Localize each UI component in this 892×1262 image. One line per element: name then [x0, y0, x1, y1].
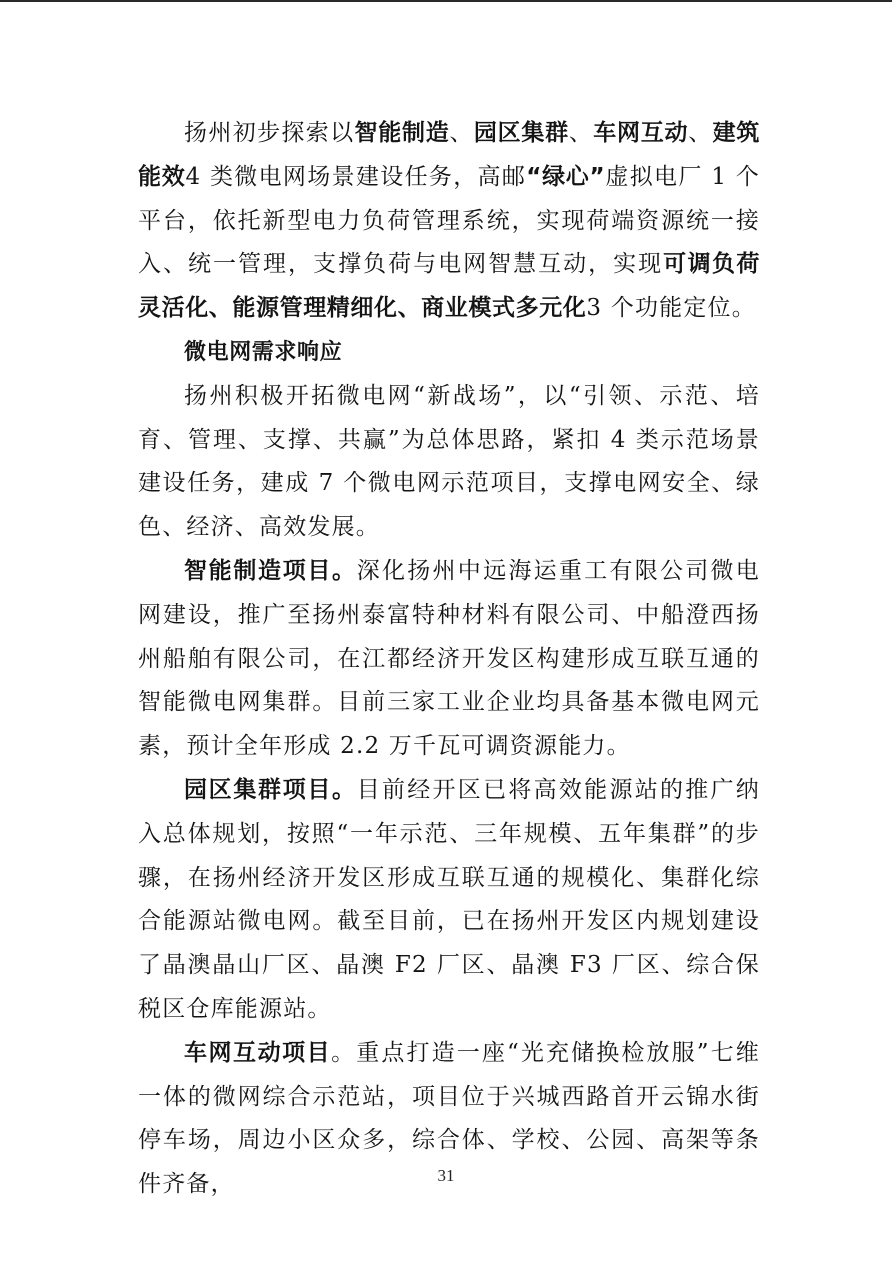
overview-paragraph: 扬州积极开拓微电网“新战场”，以“引领、示范、培育、管理、支撑、共赢”为总体思路，紧扣 4 类示范场景建设任务，建成 7 个微电网示范项目，支撑电网安全、绿色、经济、高效发展。: [138, 382, 760, 541]
text-run: 、: [688, 120, 713, 146]
bold-term: “绿心”: [526, 163, 606, 190]
paragraph-lead: 园区集群项目。: [184, 776, 357, 803]
text-run: 虚拟电厂 1 个平台，依托新型电力负荷管理系统，实现荷端资源统一接入、统一管理，支撑负荷与电网智慧互动，实现: [138, 163, 761, 278]
document-body: [138, 112, 760, 1207]
section-heading: 微电网需求响应: [184, 339, 343, 365]
text-run: 、: [568, 120, 594, 146]
text-run: 3 个功能定位。: [586, 295, 756, 322]
bold-term: 智能制造: [354, 120, 450, 146]
intro-paragraph: [138, 112, 760, 331]
bold-term: 可调负荷灵活化、能源管理精细化、商业模式多元化: [138, 251, 760, 322]
bold-term: 车网互动: [593, 120, 689, 146]
top-border-line: [0, 0, 892, 2]
bold-term: 建筑能效: [138, 120, 761, 190]
paragraph-body: 。重点打造一座“光充储换检放服”七维一体的微网综合示范站，项目位于兴城西路首开云锦水街停车场，周边小区众多，综合体、学校、公园、高架等条件齐备，: [138, 1039, 760, 1198]
smart-manufacturing-paragraph: [138, 550, 760, 769]
bold-term: 园区集群: [473, 120, 569, 146]
paragraph-lead: 智能制造项目。: [184, 557, 357, 584]
text-run: 、: [449, 120, 474, 146]
text-run: 4 类微电网场景建设任务，高邮: [185, 163, 527, 190]
park-cluster-paragraph: [138, 769, 760, 1032]
paragraph-body: 深化扬州中远海运重工有限公司微电网建设，推广至扬州泰富特种材料有限公司、中船澄西扬州船舶有限公司，在江都经济开发区构建形成互联互通的智能微电网集群。目前三家工业企业均具备基本微电网元素，预计全年形成 2.2 万千瓦可调资源能力。: [138, 557, 761, 760]
page-number: 31: [437, 1166, 455, 1185]
text-run: 扬州初步探索以: [184, 120, 355, 146]
paragraph-lead: 车网互动项目: [184, 1039, 332, 1066]
paragraph-body: 目前经开区已将高效能源站的推广纳入总体规划，按照“一年示范、三年规模、五年集群”的步骤，在扬州经济开发区形成互联互通的规模化、集群化综合能源站微电网。截至目前，已在扬州开发区内规划建设了晶澳晶山厂区、晶澳 F2 厂区、晶澳 F3 厂区、综合保税区仓库能源站。: [138, 776, 761, 1022]
